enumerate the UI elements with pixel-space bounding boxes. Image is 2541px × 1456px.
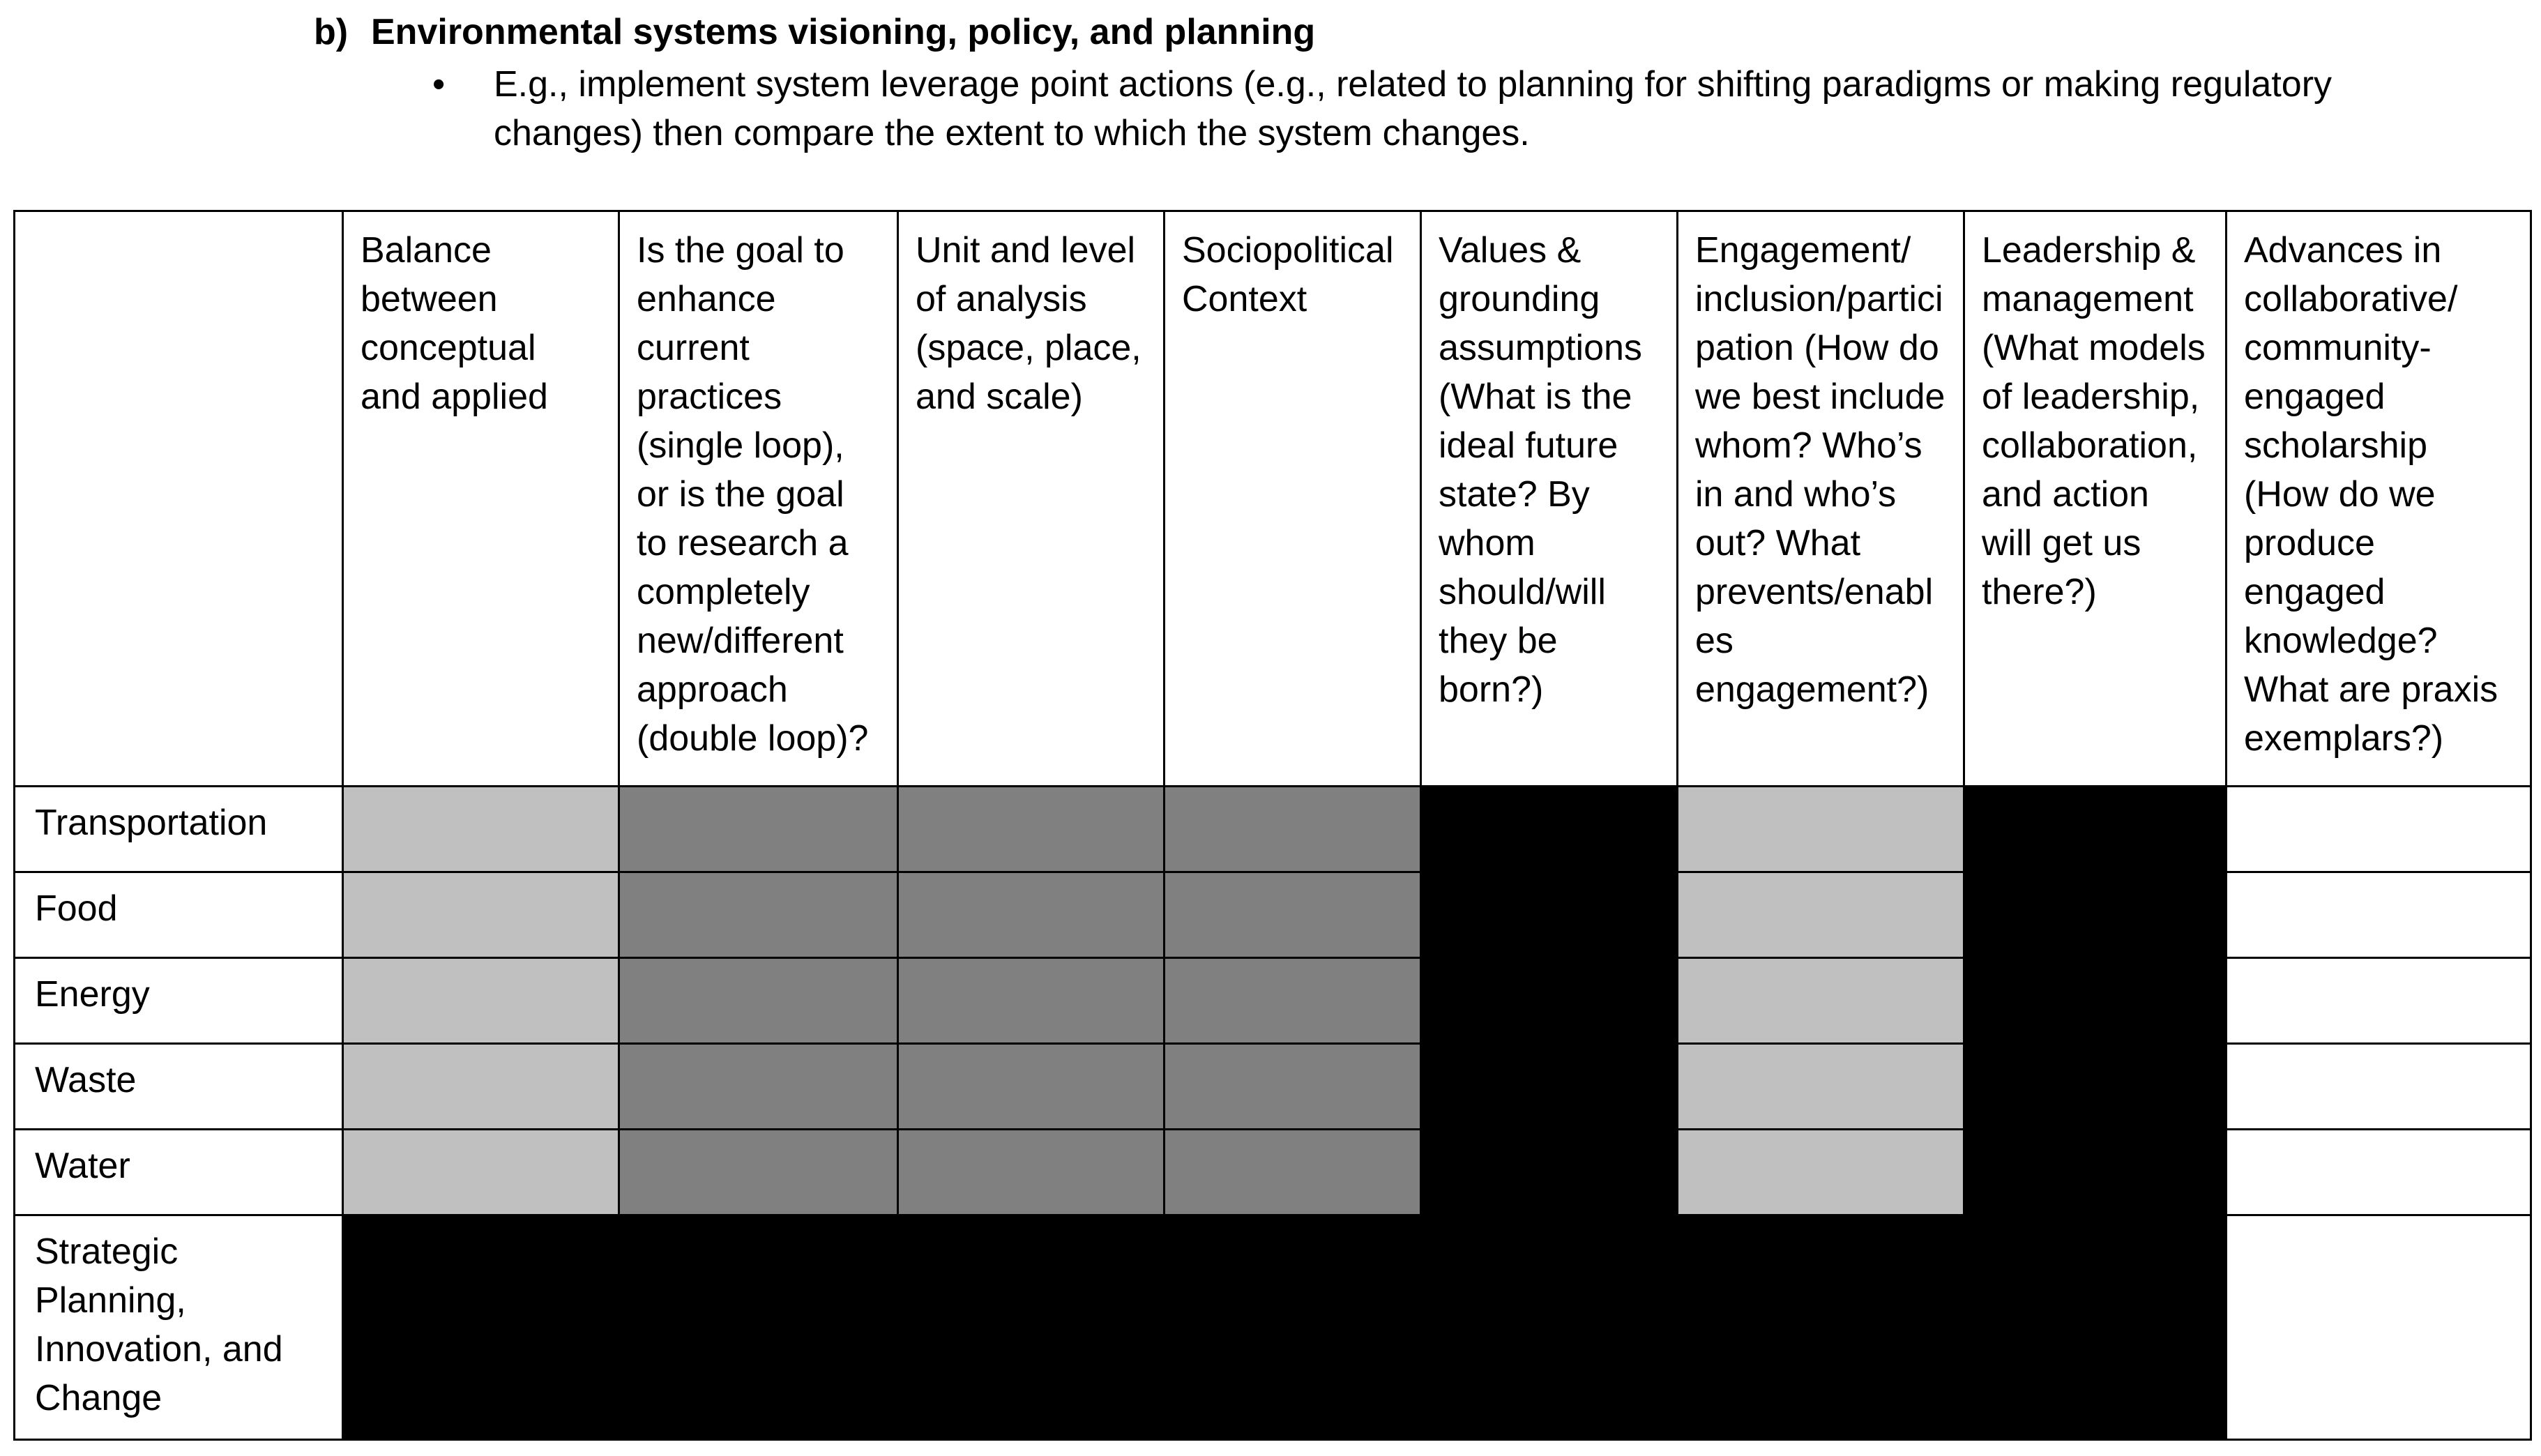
row-header-transportation: Transportation xyxy=(15,787,343,872)
column-header-balance: Balance between conceptual and applied xyxy=(343,211,619,787)
table-cell xyxy=(1165,1130,1421,1215)
table-cell xyxy=(1678,872,1964,958)
table-cell xyxy=(2227,1130,2531,1215)
table-cell xyxy=(898,1044,1165,1130)
table-cell xyxy=(619,1130,898,1215)
table-cell xyxy=(619,787,898,872)
table-cell xyxy=(343,872,619,958)
column-header-goal: Is the goal to enhance current practices (single loop), or is the goal to research a completely new/different approach (double loop)? xyxy=(619,211,898,787)
row-header-strategic-planning: Strategic Planning, Innovation, and Change xyxy=(15,1215,343,1440)
row-header-waste: Waste xyxy=(15,1044,343,1130)
table-cell xyxy=(1678,1044,1964,1130)
table-cell xyxy=(1165,1044,1421,1130)
column-header-sociopolitical: Sociopolitical Context xyxy=(1165,211,1421,787)
table-cell xyxy=(2227,1044,2531,1130)
table-cell xyxy=(1165,958,1421,1044)
row-header-food: Food xyxy=(15,872,343,958)
table-cell-strategic-shaded xyxy=(343,1215,2227,1440)
table-cell xyxy=(898,1130,1165,1215)
bullet-icon: • xyxy=(432,64,446,105)
section-heading xyxy=(314,8,1315,56)
table-cell xyxy=(619,872,898,958)
bullet-text: E.g., implement system leverage point actions (e.g., related to planning for shifting paradigms or making regulatory changes) then compare the extent to which the system changes. xyxy=(494,64,2333,153)
table-cell xyxy=(343,1130,619,1215)
table-cell xyxy=(619,958,898,1044)
section-marker: b) xyxy=(314,12,349,52)
row-header-water: Water xyxy=(15,1130,343,1215)
table-cell xyxy=(898,787,1165,872)
table-row xyxy=(15,1215,2531,1440)
table-cell xyxy=(343,958,619,1044)
table-cell xyxy=(2227,1215,2531,1440)
table-cell-values-shaded xyxy=(1421,787,1678,1215)
table-cell xyxy=(1678,1130,1964,1215)
table-cell xyxy=(1678,787,1964,872)
table-cell xyxy=(343,1044,619,1130)
table-cell xyxy=(2227,872,2531,958)
table-cell xyxy=(898,872,1165,958)
column-header-unit-level: Unit and level of analysis (space, place, and scale) xyxy=(898,211,1165,787)
table-cell xyxy=(2227,958,2531,1044)
table-row xyxy=(15,787,2531,872)
table-cell xyxy=(619,1044,898,1130)
column-header-leadership: Leadership & management (What models of leadership, collaboration, and action will get us there?) xyxy=(1964,211,2227,787)
table-cell xyxy=(1165,787,1421,872)
corner-cell xyxy=(15,211,343,787)
column-header-values: Values & grounding assumptions (What is the ideal future state? By whom should/will they be born?) xyxy=(1421,211,1678,787)
table-cell xyxy=(1165,872,1421,958)
assessment-matrix-table xyxy=(13,210,2532,1441)
table-cell-leadership-shaded xyxy=(1964,787,2227,1215)
column-header-advances: Advances in collaborative/ community-engaged scholarship (How do we produce engaged knowledge? What are praxis exemplars?) xyxy=(2227,211,2531,787)
table-cell xyxy=(343,787,619,872)
column-header-engagement: Engagement/ inclusion/partici pation (How do we best include whom? Who’s in and who’s out? What prevents/enabl es engagement?) xyxy=(1678,211,1964,787)
table-cell xyxy=(898,958,1165,1044)
header-row xyxy=(15,211,2531,787)
row-header-energy: Energy xyxy=(15,958,343,1044)
table-cell xyxy=(2227,787,2531,872)
table-cell xyxy=(1678,958,1964,1044)
section-title: Environmental systems visioning, policy, and planning xyxy=(371,12,1316,52)
